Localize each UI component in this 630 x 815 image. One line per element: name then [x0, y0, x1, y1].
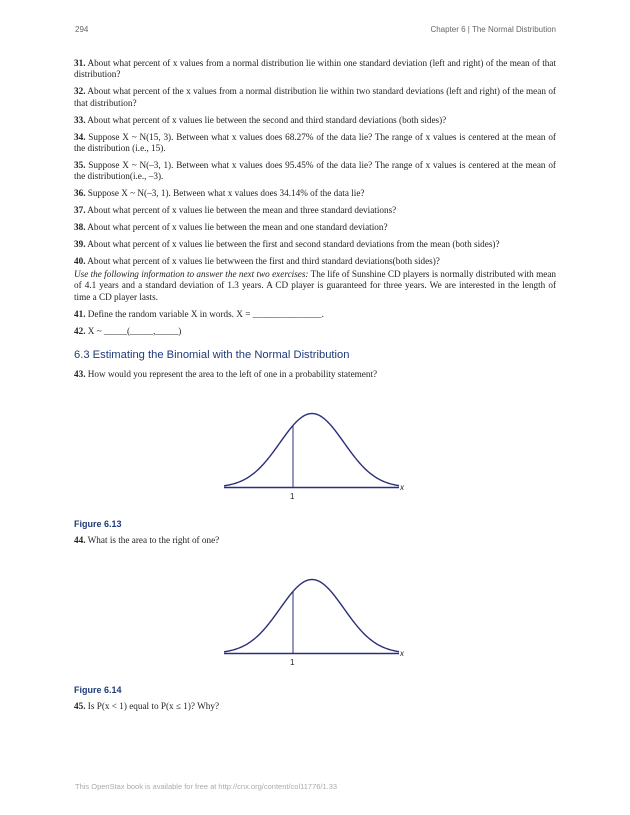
normal-curve [224, 414, 399, 486]
question-text: Suppose X ~ N(–3, 1). Between what x values does 95.45% of the data lie? The range of x values is centered at the mean of the distribution(i.e., –3). [74, 159, 556, 182]
page-content [74, 58, 556, 718]
question-45 [74, 701, 556, 712]
question-44 [74, 535, 556, 546]
question-text: Is P(x < 1) equal to P(x ≤ 1)? Why? [87, 701, 220, 712]
question-text: Define the random variable X in words. X = _______________. [87, 308, 324, 319]
section-title: 6.3 Estimating the Binomial with the Normal Distribution [74, 349, 350, 362]
question-item [74, 160, 556, 183]
figure-caption: Figure 6.13 [74, 519, 122, 530]
question-number: 35. [74, 159, 86, 170]
question-item [74, 115, 556, 126]
question-number: 40. [74, 255, 86, 266]
exercise-note [74, 269, 556, 303]
question-item [74, 239, 556, 250]
question-number: 31. [74, 58, 86, 68]
question-number: 43. [74, 369, 86, 380]
question-number: 41. [74, 308, 86, 319]
question-text: About what percent of x values from a normal distribution lie within one standard deviation (left and right) of the mean of that distribution? [74, 58, 556, 80]
question-number: 36. [74, 188, 86, 199]
question-number: 44. [74, 535, 86, 546]
question-list-b [74, 309, 556, 337]
question-text: About what percent of x values lie between the mean and three standard deviations? [87, 205, 397, 216]
question-number: 34. [74, 131, 86, 142]
question-list-a [74, 58, 556, 267]
question-text: About what percent of x values lie betwween the first and third standard deviations(both sides)? [87, 255, 440, 266]
normal-curve-figure [74, 552, 556, 677]
question-item [74, 256, 556, 267]
question-number: 37. [74, 205, 86, 216]
question-text: How would you represent the area to the left of one in a probability statement? [87, 369, 378, 380]
question-number: 38. [74, 221, 86, 232]
question-text: About what percent of x values lie between the first and second standard deviations from the mean (both sides)? [87, 238, 500, 249]
question-text: Suppose X ~ N(–3, 1). Between what x values does 34.14% of the data lie? [87, 188, 365, 199]
axis-label: x [400, 483, 404, 493]
question-number: 32. [74, 86, 86, 97]
question-number: 33. [74, 114, 86, 125]
question-item [74, 86, 556, 109]
figure-caption: Figure 6.14 [74, 685, 122, 696]
question-item [74, 205, 556, 216]
question-text: About what percent of x values lie between the mean and one standard deviation? [87, 221, 388, 232]
exercise-note-text: The life of Sunshine CD players is normally distributed with mean of 4.1 years and a standard deviation of 1.3 years. A CD player is guaranteed for three years. We are interested in the length of time a CD player lasts. [74, 268, 556, 302]
axis-label: x [400, 649, 404, 659]
question-text: About what percent of the x values from a normal distribution lie within two standard deviations (left and right) of the mean of that distribution? [74, 86, 556, 108]
chapter-title: Chapter 6 | The Normal Distribution [430, 25, 556, 34]
question-text: What is the area to the right of one? [87, 535, 220, 546]
page-number: 294 [75, 25, 89, 34]
tick-label: 1 [290, 492, 295, 502]
exercise-note-lead: Use the following information to answer the next two exercises: [74, 268, 309, 279]
question-item [74, 58, 556, 81]
question-number: 42. [74, 325, 86, 336]
question-item [74, 188, 556, 199]
page-footer: This OpenStax book is available for free at http://cnx.org/content/col11776/1.33 [75, 782, 338, 791]
figure-6-13 [74, 386, 556, 511]
question-item [74, 326, 556, 337]
tick-label: 1 [290, 658, 295, 668]
question-item [74, 132, 556, 155]
question-number: 39. [74, 238, 86, 249]
question-item [74, 309, 556, 320]
question-item [74, 222, 556, 233]
question-number: 45. [74, 701, 86, 712]
figure-6-14 [74, 552, 556, 677]
normal-curve-figure [74, 386, 556, 511]
question-text: X ~ _____(_____,_____) [87, 325, 182, 336]
question-text: About what percent of x values lie between the second and third standard deviations (both sides)? [87, 114, 447, 125]
question-text: Suppose X ~ N(15, 3). Between what x values does 68.27% of the data lie? The range of x values is centered at the mean of the distribution (i.e., 15). [74, 131, 556, 153]
normal-curve [224, 580, 399, 652]
question-43 [74, 369, 556, 380]
